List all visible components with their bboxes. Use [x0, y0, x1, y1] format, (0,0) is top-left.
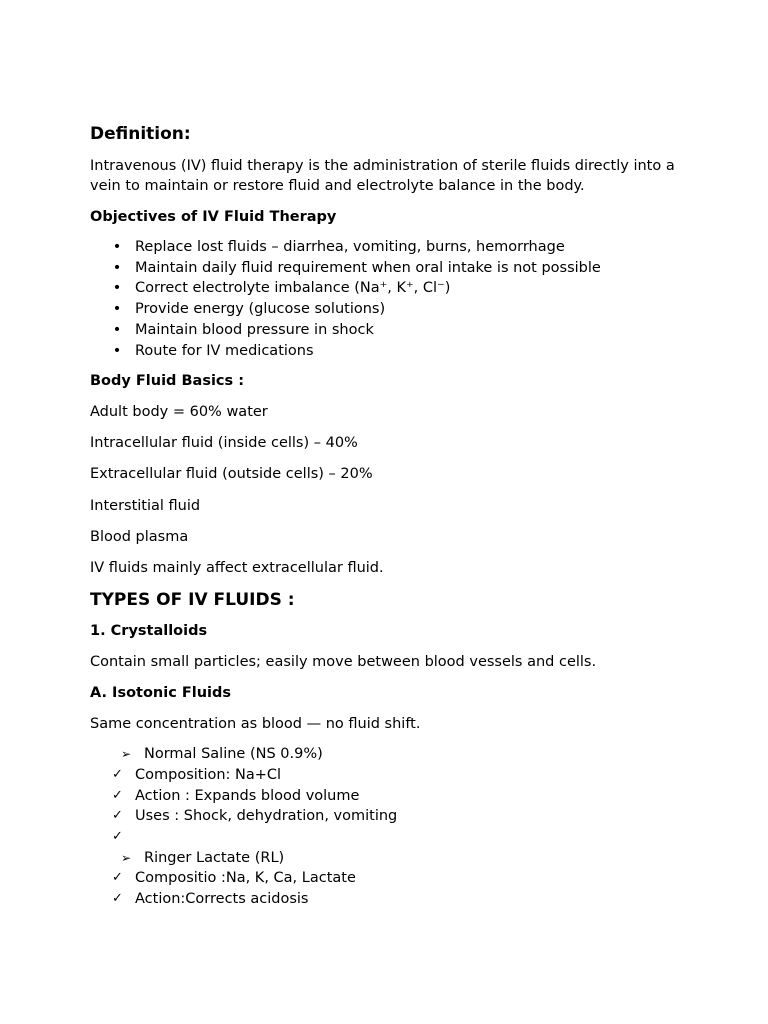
- body-fluid-heading: Body Fluid Basics :: [90, 373, 244, 390]
- types-heading: TYPES OF IV FLUIDS :: [90, 590, 295, 611]
- bullet-icon: •: [112, 342, 122, 359]
- list-item: ✓ Action:Corrects acidosis: [90, 889, 690, 910]
- isotonic-text: Same concentration as blood — no fluid shift.: [90, 716, 421, 733]
- objectives-heading: Objectives of IV Fluid Therapy: [90, 209, 337, 225]
- bullet-icon: •: [112, 301, 122, 318]
- list-item: • Provide energy (glucose solutions): [90, 299, 690, 320]
- body-fluid-line: Intracellular fluid (inside cells) – 40%: [90, 435, 358, 452]
- document-page: [90, 121, 690, 910]
- list-item: • Maintain daily fluid requirement when oral intake is not possible: [90, 258, 690, 279]
- check-icon: ✓: [112, 766, 123, 782]
- crystalloids-text: Contain small particles; easily move between blood vessels and cells.: [90, 654, 597, 671]
- list-item: • Replace lost fluids – diarrhea, vomiting, burns, hemorrhage: [90, 237, 690, 258]
- body-fluid-line: Extracellular fluid (outside cells) – 20%: [90, 466, 373, 483]
- definition-heading: Definition:: [90, 124, 191, 144]
- arrow-bullet-icon: ➢: [121, 747, 132, 762]
- bullet-icon: •: [112, 280, 122, 297]
- list-item: • Correct electrolyte imbalance (Na⁺, K⁺, Cl⁻): [90, 278, 690, 299]
- arrow-bullet-icon: ➢: [121, 850, 132, 865]
- list-item: ✓ Action : Expands blood volume: [90, 786, 690, 807]
- ringer-lactate-title: ➢ Ringer Lactate (RL): [90, 848, 690, 869]
- body-fluid-line: Interstitial fluid: [90, 498, 201, 515]
- crystalloids-heading: 1. Crystalloids: [90, 623, 208, 640]
- definition-text: Intravenous (IV) fluid therapy is the administration of sterile fluids directly into a vein to maintain or restore fluid and electrolyte balance in the body.: [90, 158, 675, 194]
- list-item: [90, 827, 690, 848]
- bullet-icon: •: [112, 239, 122, 255]
- isotonic-heading: A. Isotonic Fluids: [90, 685, 232, 702]
- check-icon: ✓: [112, 829, 123, 845]
- check-icon: ✓: [112, 870, 123, 886]
- list-item: ✓ Uses : Shock, dehydration, vomiting: [90, 806, 690, 827]
- list-item: ✓ Composition: Na+Cl: [90, 765, 690, 786]
- objectives-list: [90, 237, 690, 361]
- check-icon: ✓: [112, 891, 123, 907]
- check-icon: ✓: [112, 787, 123, 803]
- list-item: • Maintain blood pressure in shock: [90, 320, 690, 341]
- body-fluid-line: Adult body = 60% water: [90, 404, 268, 421]
- list-item: ✓ Compositio :Na, K, Ca, Lactate: [90, 868, 690, 889]
- bullet-icon: •: [112, 321, 122, 338]
- list-item: • Route for IV medications: [90, 341, 690, 362]
- normal-saline-title: ➢ Normal Saline (NS 0.9%): [90, 744, 690, 765]
- body-fluid-line: Blood plasma: [90, 529, 189, 546]
- body-fluid-line: IV fluids mainly affect extracellular fluid.: [90, 560, 384, 577]
- bullet-icon: •: [112, 259, 122, 276]
- check-icon: ✓: [112, 808, 123, 824]
